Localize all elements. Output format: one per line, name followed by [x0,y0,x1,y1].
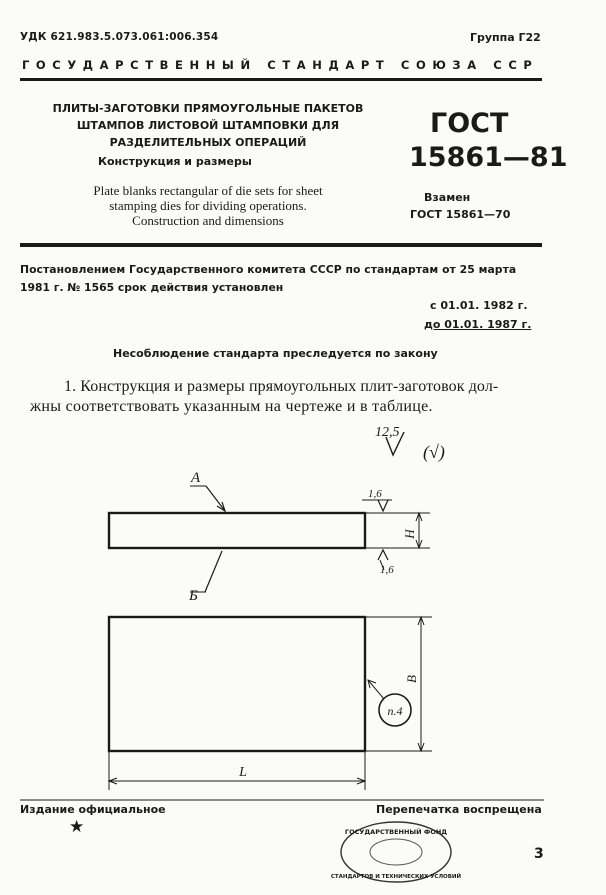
title-en-line: Plate blanks rectangular of die sets for sheet [93,183,323,198]
leader-a [206,486,225,511]
title-ru-line: ШТАМПОВ ЛИСТОВОЙ ШТАМПОВКИ ДЛЯ [76,119,340,132]
validity-to: до 01.01. 1987 г. [424,318,532,331]
replaces-label: Взамен [424,191,471,204]
plan-view-plate [109,617,365,751]
roughness-paren: (√) [423,442,445,462]
roughness-main-value: 12,5 [375,425,400,440]
label-b: Б [189,588,198,604]
note-reference: п.4 [387,704,403,718]
library-stamp-inner [370,839,422,865]
dimension-l-label: L [239,765,247,780]
dimension-h-label: H [402,529,417,539]
reprint-prohibited: Перепечатка воспрещена [376,803,542,816]
title-ru-line: РАЗДЕЛИТЕЛЬНЫХ ОПЕРАЦИЙ [109,136,307,149]
stamp-bottom-text: СТАНДАРТОВ И ТЕХНИЧЕСКИХ УСЛОВИЙ [330,874,462,880]
roughness-bottom-value: 1,6 [380,564,394,576]
title-en-line: stamping dies for dividing operations. [109,198,307,213]
roughness-symbol [378,500,388,511]
udk-code: УДК 621.983.5.073.061:006.354 [20,31,219,43]
decree-line-2: 1981 г. № 1565 срок действия установлен [20,281,284,294]
star-mark: ★ [69,817,85,837]
law-note: Несоблюдение стандарта преследуется по закону [113,347,438,360]
roughness-top-value: 1,6 [368,488,382,500]
roughness-symbol [378,550,388,560]
stamp-top-text: ГОСУДАРСТВЕННЫЙ ФОНД [344,828,448,836]
title-ru-subtitle: Конструкция и размеры [98,155,252,168]
leader-b [205,551,222,592]
decree-line-1: Постановлением Государственного комитета СССР по стандартам от 25 марта [20,263,517,276]
validity-from: с 01.01. 1982 г. [430,299,528,312]
group-code: Группа Г22 [470,31,541,44]
dimension-b-label: B [404,675,419,683]
official-edition: Издание официальное [20,803,166,816]
standard-banner: ГОСУДАРСТВЕННЫЙ СТАНДАРТ СОЮЗА ССР [22,58,539,72]
paragraph-line-2: жны соответствовать указанным на чертеже и в таблице. [30,398,433,415]
title-ru-line: ПЛИТЫ-ЗАГОТОВКИ ПРЯМОУГОЛЬНЫЕ ПАКЕТОВ [52,102,364,115]
label-a: А [191,470,201,486]
gost-label: ГОСТ [430,108,509,139]
page-number: 3 [534,846,544,862]
title-en-line: Construction and dimensions [132,213,284,228]
paragraph-line-1: 1. Конструкция и размеры прямоугольных плит-заготовок дол- [64,378,499,395]
replaces-standard: ГОСТ 15861—70 [410,208,511,221]
side-view-plate [109,513,365,548]
gost-number: 15861—81 [409,142,568,173]
